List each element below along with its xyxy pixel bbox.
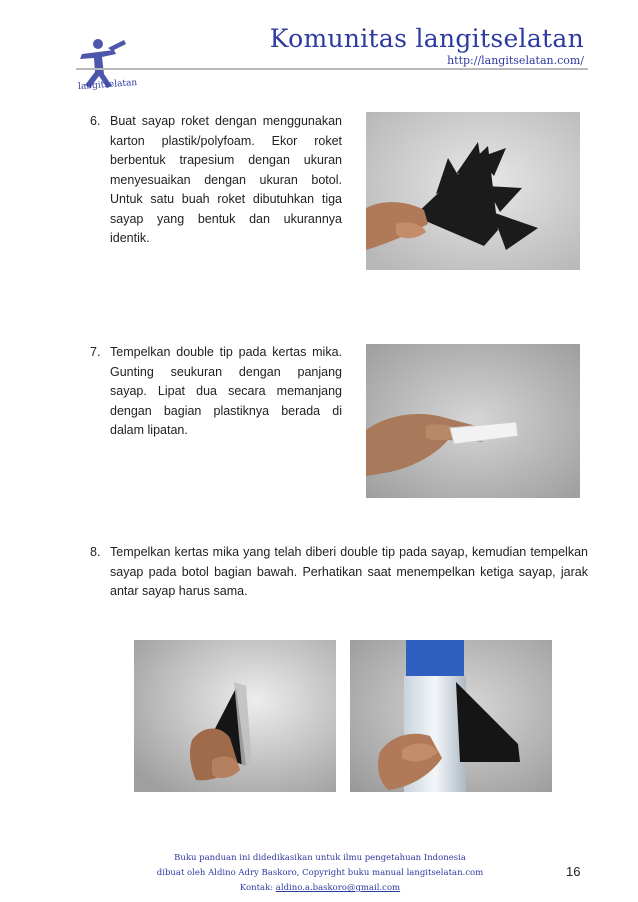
header-url-link[interactable]: http://langitselatan.com/ [447, 54, 584, 67]
step-number: 8. [90, 545, 101, 559]
step-number: 6. [90, 114, 101, 128]
photo-wings-cut [366, 112, 580, 270]
photo-bottle-wing [350, 640, 552, 792]
footer-dedication: Buku panduan ini didedikasikan untuk ilmu pengetahuan Indonesia [174, 853, 466, 863]
logo-text: langitselatan [77, 77, 138, 93]
page-footer [140, 851, 500, 896]
header-divider [76, 68, 588, 70]
page-header-title: Komunitas langitselatan [269, 24, 584, 53]
step-number: 7. [90, 345, 101, 359]
footer-contact [140, 881, 500, 896]
photo-mika-folded [366, 344, 580, 498]
step-text: Tempelkan double tip pada kertas mika. Gunting seukuran dengan panjang sayap. Lipat dua secara memanjang dengan bagian plastiknya berada di dalam lipatan. [110, 345, 342, 437]
step-text: Buat sayap roket dengan menggunakan karton plastik/polyfoam. Ekor roket berbentuk trapesium dengan ukuran menyesuaikan dengan ukuran botol. Untuk satu buah roket dibutuhkan tiga sayap yang bentuk dan ukurannya identik. [110, 114, 342, 245]
footer-email-link[interactable]: aldino.a.baskoro@gmail.com [275, 883, 401, 893]
footer-copyright: dibuat oleh Aldino Adry Baskoro, Copyright buku manual langitselatan.com [156, 868, 484, 878]
step-text: Tempelkan kertas mika yang telah diberi double tip pada sayap, kemudian tempelkan sayap pada botol bagian bawah. Perhatikan saat menempelkan ketiga sayap, jarak antar sayap harus sama. [110, 545, 588, 598]
photo-wing-attach [134, 640, 336, 792]
page-number: 16 [566, 864, 581, 879]
footer-contact-label: Kontak: [239, 883, 276, 893]
